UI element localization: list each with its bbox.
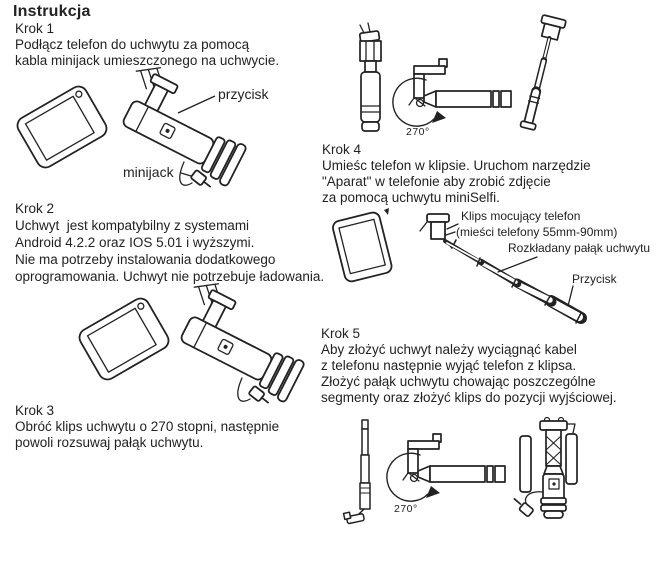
palak-leader-line [498, 257, 537, 272]
folded-stick-front-icon [511, 418, 577, 519]
step-2-line-2: Android 4.2.2 oraz IOS 5.01 i wyższymi. [15, 235, 255, 250]
minijack-label: minijack [123, 164, 174, 180]
step-2-line-3: Nie ma potrzeby instalowania dodatkowego [15, 252, 276, 267]
clip-icon [427, 214, 449, 222]
rotation-angle-bottom-label: 270° [394, 503, 418, 515]
step-1-line-1: Podłącz telefon do uchwytu za pomocą [15, 37, 250, 52]
step-5-line-4: segmenty oraz złożyć klips do pozycji wyjściowej. [321, 390, 617, 405]
step-5-line-3: Złożyć pałąk uchwytu chowając poszczególne [321, 374, 596, 389]
step-3-label: Krok 3 [15, 403, 55, 418]
step-2-label: Krok 2 [15, 201, 55, 216]
step-3-line-1: Obróć klips uchwytu o 270 stopni, następnie [15, 419, 280, 434]
przycisk-handle-leader-line [568, 286, 573, 306]
przycisk-label: przycisk [218, 86, 269, 102]
step-5-line-1: Aby złożyć uchwyt należy wyciągnąć kabel [321, 342, 577, 357]
step-4-line-1: Umieśc telefon w klipsie. Uruchom narzędzie [322, 158, 591, 173]
step-2-line-1: Uchwyt jest kompatybilny z systemami [15, 218, 250, 233]
insert-arrow-icon [384, 208, 389, 215]
step-1-line-2: kabla minijack umieszczonego na uchwycie. [15, 53, 280, 68]
step-4-label: Krok 4 [322, 142, 362, 157]
palak-label: Rozkładany pałąk uchwytu [508, 241, 651, 255]
folded-stick-side-icon [360, 23, 381, 131]
przycisk-handle-label: Przycisk [572, 272, 617, 286]
krok2-illustration [76, 275, 319, 407]
step-4-line-3: za pomocą uchwytu miniSelfi. [322, 190, 500, 205]
minijack-leader-line [181, 173, 191, 176]
step-2-line-4: oprogramowania. Uchwyt nie potrzebuje ładowania. [15, 269, 325, 284]
step-1-label: Krok 1 [15, 21, 55, 36]
extended-stick-icon [515, 15, 566, 131]
przycisk-leader-line [178, 96, 215, 113]
step-5-label: Krok 5 [321, 326, 361, 341]
step-3-line-2: powoli rozsuwaj pałąk uchwytu. [15, 435, 204, 450]
rotate-clip-diagram-top [393, 59, 511, 126]
thin-stick-icon [344, 420, 370, 524]
klips-label-line-1: Klips mocujący telefon [461, 209, 581, 223]
phone-front-icon [331, 211, 393, 283]
step-5-line-2: z telefonu następnie wyjąć telefon z klipsa. [321, 358, 577, 373]
rotation-angle-top-label: 270° [406, 126, 430, 138]
step-4-line-2: "Aparat" w telefonie aby zrobić zdjęcie [322, 174, 551, 189]
klips-label-line-2: (mieści telefony 55mm-90mm) [456, 225, 618, 239]
page-title: Instrukcja [13, 3, 91, 20]
rotate-clip-diagram-bottom [387, 434, 505, 501]
